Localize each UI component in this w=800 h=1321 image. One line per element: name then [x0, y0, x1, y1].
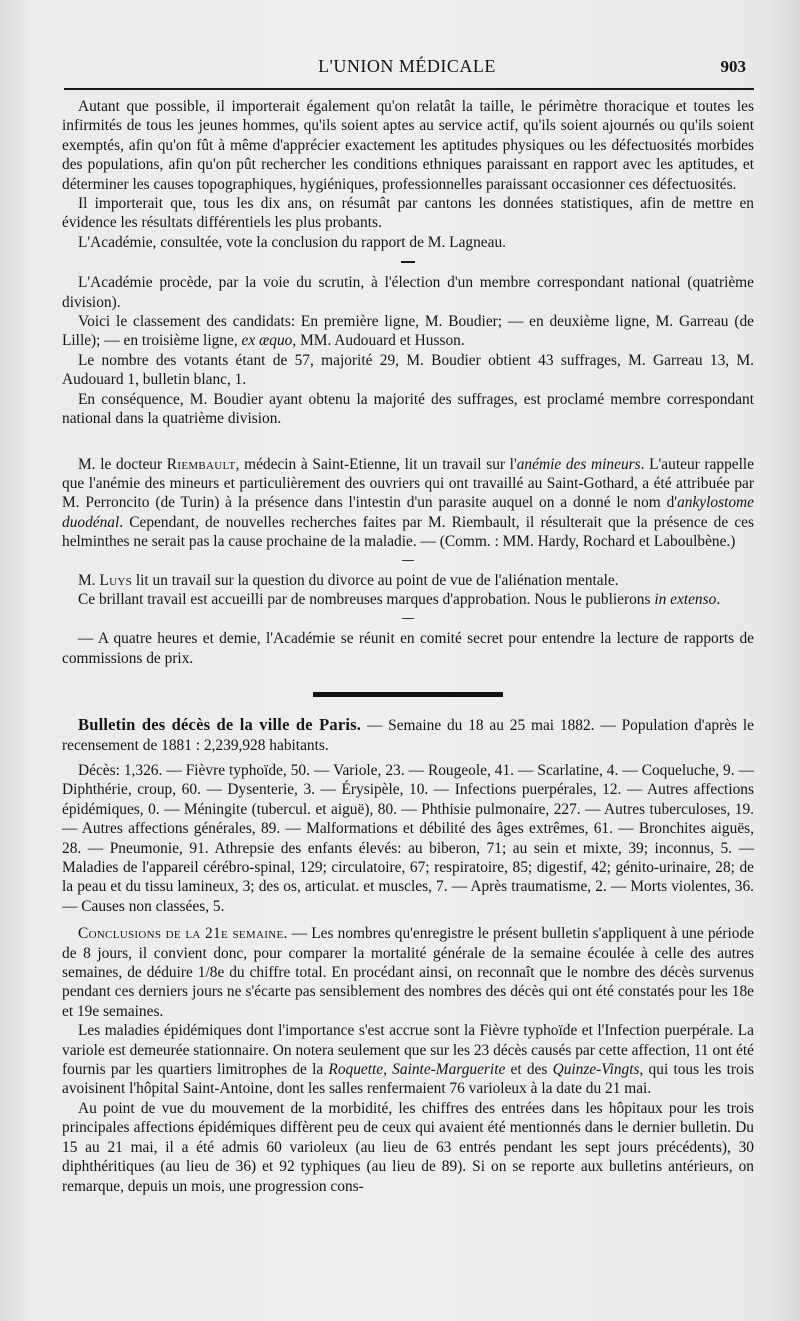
- text-run: . L'auteur rappelle que l'anémie des mineurs et particulièrement des ouvriers qui ont travaillé au Saint-Gothard, a été attribuée par M. Perroncito (de Turin) à la présence dans l'intestin d'un parasite auquel on a donné le nom d': [62, 455, 754, 512]
- text-run: Les maladies épidémiques dont l'importance s'est accrue sont la Fièvre typhoïde et l'Infection puerpérale. La variole est demeurée stationnaire. On notera seulement que sur les 23 décès causés par cette affection, 11 ont été fournis par les quartiers limitrophes de la: [62, 1022, 754, 1079]
- text-run: Ce brillant travail est accueilli par de nombreuses marques d'approbation. Nous le publierons: [78, 591, 655, 609]
- section-rule: [313, 692, 503, 697]
- bulletin-heading: [62, 715, 754, 755]
- paragraph-election: L'Académie procède, par la voie du scrutin, à l'élection d'un membre correspondant national (quatrième division).: [62, 274, 754, 311]
- paragraph-morbidity: Au point de vue du mouvement de la morbidité, les chiffres des entrées dans les hôpitaux pour les trois principales affections épidémiques diffèrent peu de ceux qui avaient été mentionnés dans le dernier bulletin. Du 15 au 21 mai, il a été admis 60 varioleux (au lieu de 63 entrés pendant les sept jours précédents), 30 diphthéritiques (au lieu de 36) et 92 typhiques (au lieu de 89). Si on se reporte aux bulletins antérieurs, on remarque, depuis un mois, une progression cons-: [62, 1099, 754, 1195]
- author-name: Luys: [99, 572, 132, 590]
- italic-text: ex æquo: [241, 332, 293, 350]
- paragraph-conclusions: [62, 924, 754, 1021]
- header-rule: [64, 88, 754, 90]
- section-gap: [62, 429, 754, 449]
- paragraph-statistics: Il importerait que, tous les dix ans, on résumât par cantons les données statistiques, afin de mettre en évidence les résultats différentiels les plus probants.: [62, 195, 754, 232]
- paragraph-votes: Le nombre des votants étant de 57, majorité 29, M. Boudier obtient 43 suffrages, M. Garreau 13, M. Audouard 1, bulletin blanc, 1.: [62, 351, 754, 389]
- italic-text: anémie des mineurs: [516, 455, 641, 473]
- italic-text: in extenso: [654, 591, 717, 609]
- paragraph-riembault: [62, 455, 754, 552]
- paragraph-luys: [62, 571, 754, 590]
- article-body: [62, 97, 754, 1196]
- bulletin-title: Bulletin des décès de la ville de Paris.: [78, 715, 362, 735]
- author-name: Riembault: [166, 455, 236, 473]
- italic-text: Roquette, Sainte-Marguerite: [328, 1061, 506, 1079]
- text-run: et des: [505, 1061, 553, 1079]
- section-separator: [402, 560, 414, 562]
- text-run: lit un travail sur la question du divorce au point de vue de l'aliénation mentale.: [132, 572, 619, 590]
- bulletin-intro: — Semaine du 18 au 25 mai 1882. — Population d'après le recensement de 1881 : 2,239,928 habitants.: [62, 717, 754, 754]
- text-run: , qui tous les trois avoisinent l'hôpital Saint-Antoine, dont les salles renfermaient 76 varioleux à la date du 21 mai.: [62, 1061, 754, 1098]
- section-separator: [402, 618, 414, 620]
- page-header: [62, 56, 752, 80]
- paragraph-vote: L'Académie, consultée, vote la conclusion du rapport de M. Lagneau.: [78, 233, 507, 251]
- paragraph-secret-committee: — A quatre heures et demie, l'Académie se réunit en comité secret pour entendre la lecture de rapports de commissions de prix.: [62, 630, 754, 667]
- text-run: M.: [78, 572, 100, 590]
- text-run: — Les nombres qu'enregistre le présent bulletin s'appliquent à une période de 8 jours, il convient donc, pour comparer la mortalité générale de la semaine écoulée à celle des autres semaines, de déduire 1/8e du chiffre total. En procédant ainsi, on reconnaît que le nombre des décès survenus pendant ces derniers jours ne s'écarte pas sensiblement des nombres des décès qui ont été constatés pour les 18e et 19e semaines.: [62, 925, 754, 1020]
- text-run: .: [716, 591, 721, 609]
- conclusions-label: Conclusions de la 21e semaine.: [78, 925, 288, 943]
- paragraph-epidemics: [62, 1021, 754, 1099]
- text-run: . Cependant, de nouvelles recherches faites par M. Riembault, il résulterait que la présence de ces helminthes ne serait pas la cause prochaine de la maladie. — (Comm. : MM. Hardy, Rochard et Laboulbène.): [62, 513, 754, 551]
- text-run: Voici le classement des candidats: En première ligne, M. Boudier; — en deuxième ligne, M. Garreau (de Lille); — en troisième ligne,: [62, 313, 754, 350]
- text-run: , médecin à Saint-Etienne, lit un travail sur l': [235, 455, 517, 473]
- paragraph-proclamation: En conséquence, M. Boudier ayant obtenu la majorité des suffrages, est proclamé membre correspondant national dans la quatrième division.: [62, 390, 754, 428]
- section-separator: [401, 261, 415, 263]
- paragraph-physical-data: Autant que possible, il importerait également qu'on relatât la taille, le périmètre thoracique et toutes les infirmités de tous les jeunes hommes, qu'ils soient aptes au service actif, qu'ils soient ajournés ou qu'ils soient exemptés, afin qu'on fût à même d'apprécier exactement les aptitudes physiques ou les défectuosités morbides des populations, afin qu'on pût rechercher les conditions ethniques paraissant en rapport avec les aptitudes, et déterminer les causes topographiques, hygiéniques, professionnelles paraissant occasionner ces défectuosités.: [62, 98, 754, 193]
- page-number: 903: [720, 57, 746, 76]
- text-run: , MM. Audouard et Husson.: [292, 332, 465, 350]
- running-title: L'UNION MÉDICALE: [318, 56, 496, 76]
- italic-text: Quinze-Vingts: [552, 1061, 640, 1079]
- paragraph-candidates: [62, 312, 754, 351]
- paragraph-deaths: Décès: 1,326. — Fièvre typhoïde, 50. — Variole, 23. — Rougeole, 41. — Scarlatine, 4. — Coqueluche, 9. — Diphthérie, croup, 60. — Dysenterie, 3. — Érysipèle, 10. — Infections puerpérales, 12. — Autres affections épidémiques, 0. — Méningite (tubercul. et aiguë), 80. — Phthisie pulmonaire, 227. — Autres tuberculoses, 19. — Autres affections générales, 89. — Malformations et débilité des âges extrêmes, 61. — Bronchites aiguës, 28. — Pneumonie, 91. Athrepsie des enfants élevés: au biberon, 71; au sein et mixte, 39; inconnus, 5. — Maladies de l'appareil cérébro-spinal, 129; circulatoire, 67; respiratoire, 85; digestif, 42; génito-urinaire, 28; de la peau et du tissu lamineux, 3; des os, articulat. et muscles, 7. — Après traumatisme, 2. — Morts violentes, 36. — Causes non classées, 5.: [62, 761, 754, 915]
- italic-text: ankylostome duodénal: [62, 494, 754, 531]
- text-run: M. le docteur: [78, 455, 167, 473]
- paragraph-approval: [62, 590, 754, 609]
